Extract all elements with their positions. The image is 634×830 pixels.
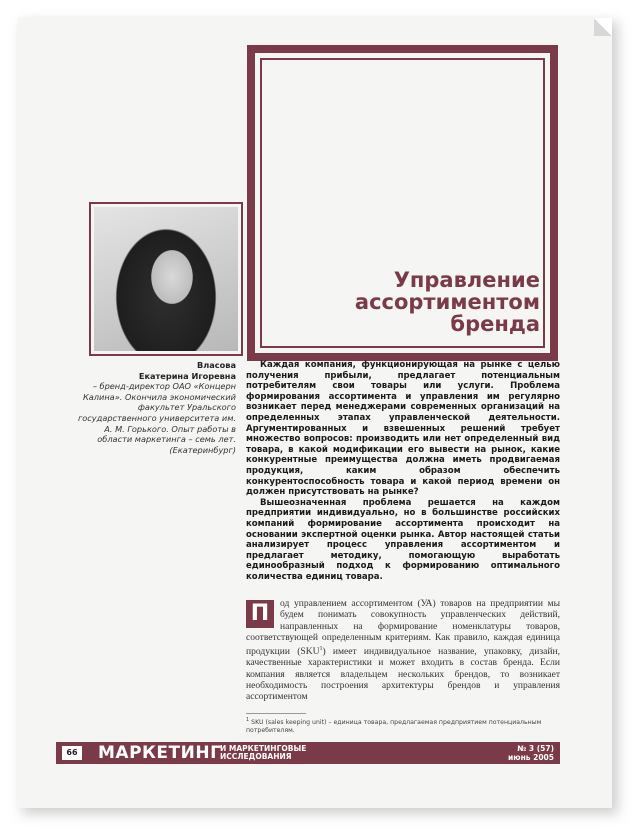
- magazine-name: МАРКЕТИНГ: [98, 743, 222, 763]
- magazine-subtitle: И МАРКЕТИНГОВЫЕ ИССЛЕДОВАНИЯ: [220, 744, 307, 761]
- drop-cap: П: [246, 600, 274, 628]
- author-surname: Власова: [197, 360, 236, 370]
- page-number: 66: [61, 745, 83, 761]
- author-name: Екатерина Игоревна: [138, 370, 236, 381]
- issue-info: [508, 745, 554, 762]
- author-photo: [94, 207, 238, 351]
- lead-paragraph: Каждая компания, функционирующая на рынке с целью получения прибыли, предлагает потенциальным потребителям свои товары или услуги. Проблема формирования ассортимента и управления им регулярно возникает перед менеджерами современных организаций на определенных этапах управленческой деятельности. Аргументированных и взвешенных решений требует множество вопросов: производить или нет определенный вид товара, в какой модификации его вывести на рынок, какие конкурентные преимущества должна иметь продвигаемая продукция, каким образом обеспечить конкурентоспособность товара и какой период времени он должен присутствовать на рынке?: [246, 360, 560, 498]
- article-title: Управление ассортиментом бренда: [354, 268, 540, 336]
- title-box: [247, 45, 558, 361]
- footnote: $^1$ SKU (sales keeping unit) – единица товара, предлагаемая предприятием потенциальным потребителям.: [246, 717, 542, 734]
- magazine-page: [18, 18, 612, 808]
- article-lead: [246, 360, 560, 582]
- author-info: [78, 360, 236, 455]
- footer-bar: [56, 742, 560, 764]
- lead-paragraph: Вышеозначенная проблема решается на каждом предприятии индивидуально, но в большинстве российских компаний формирование ассортимента происходит на основании экспертной оценки рынка. Автор настоящей статьи анализирует процесс управления ассортиментом и предлагает методику, помогающую выработать единообразный подход к формированию оптимального количества единиц товара.: [246, 497, 560, 582]
- author-bio: – бренд-директор ОАО «Концерн Калина». Окончила экономический факультет Уральского государственного университета им. А. М. Горького. Опыт работы в области маркетинга – семь лет. (Екатеринбург): [78, 381, 236, 455]
- article-body: П од управлением ассортиментом (УА) товаров на предприятии мы будем понимать совокупность управленческих действий, направленных на формирование номенклатуры товаров, соответствующей определенным критериям. Как правило, каждая единица продукции (SKU$^1$) имеет индивидуальное название, упаковку, дизайн, качественные характеристики и может входить в состав бренда. Если компания является владельцем нескольких брендов, то возникает необходимость построения архитектуры брендов и управления ассортиментом: [246, 598, 560, 703]
- footnote-divider: [246, 713, 306, 714]
- author-photo-frame: [89, 202, 243, 356]
- footnote-ref: 1: [319, 645, 323, 652]
- issue-date: июнь 2005: [508, 752, 554, 762]
- issue-number: № 3 (57): [517, 744, 554, 753]
